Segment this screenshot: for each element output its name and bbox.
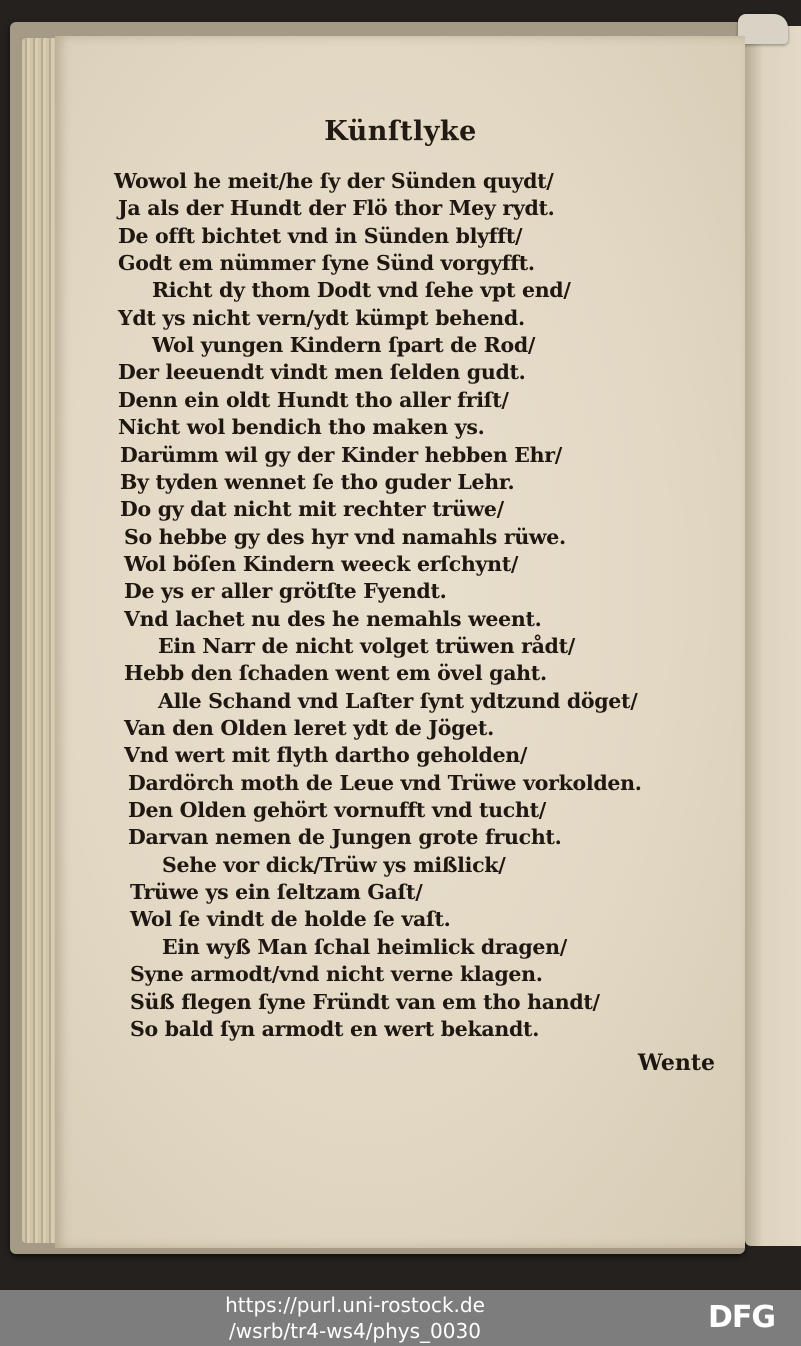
verse-line: Syne armodt/vnd nicht verne klagen. bbox=[130, 962, 543, 987]
opposite-page bbox=[745, 26, 801, 1246]
verse-line: Wol ſe vindt de holde ſe vaſt. bbox=[130, 907, 451, 932]
verse-line: Wol böſen Kindern weeck erſchynt/ bbox=[124, 551, 519, 576]
catchword: Wente bbox=[637, 1050, 715, 1076]
verse-line: So hebbe gy des hyr vnd namahls rüwe. bbox=[124, 524, 566, 549]
verse-line: Der leeuendt vindt men ſelden gudt. bbox=[118, 360, 526, 385]
page-heading: Künſtlyke bbox=[324, 116, 477, 147]
verse-line: Hebb den ſchaden went em övel gaht. bbox=[124, 661, 547, 686]
verse-line: By tyden wennet ſe tho guder Lehr. bbox=[120, 469, 515, 494]
verse-line: Vnd wert mit flyth dartho geholden/ bbox=[124, 743, 528, 768]
verse-line: Wol yungen Kindern ſpart de Rod/ bbox=[152, 333, 536, 358]
dfg-logo: DFG bbox=[708, 1300, 776, 1335]
verse-line: Trüwe ys ein ſeltzam Gaſt/ bbox=[130, 880, 423, 905]
verse-line: De offt bichtet vnd in Sünden blyfft/ bbox=[118, 223, 523, 248]
verse-line: Den Olden gehört vornufft vnd tucht/ bbox=[128, 798, 546, 823]
verse-line: Dardörch moth de Leue vnd Trüwe vorkolden. bbox=[128, 770, 642, 795]
verse-line: So bald ſyn armodt en wert bekandt. bbox=[130, 1016, 540, 1041]
verse-line: Wowol he meit/he ſy der Sünden quydt/ bbox=[114, 169, 554, 193]
verse-line: Alle Schand vnd Laſter ſynt ydtzund döget/ bbox=[158, 688, 638, 713]
verse-line: Ydt ys nicht vern/ydt kümpt behend. bbox=[118, 305, 525, 330]
verse-line: Ja als der Hundt der Flö thor Mey rydt. bbox=[118, 196, 555, 221]
verse-line: Richt dy thom Dodt vnd ſehe vpt end/ bbox=[152, 278, 571, 303]
url-line-2[interactable]: /wsrb/tr4-ws4/phys_0030 bbox=[229, 1319, 481, 1343]
book-clip bbox=[738, 14, 788, 44]
verse-line: Van den Olden leret ydt de Jöget. bbox=[124, 716, 494, 740]
verse-line: Ein Narr de nicht volget trüwen rådt/ bbox=[158, 633, 575, 658]
verse-line: Sehe vor dick/Trüw ys mißlick/ bbox=[162, 852, 506, 877]
verse-line: Nicht wol bendich tho maken ys. bbox=[118, 415, 485, 440]
verse-line: Darümm wil gy der Kinder hebben Ehr/ bbox=[120, 442, 562, 467]
verse-line: Süß flegen ſyne Fründt van em tho handt/ bbox=[130, 989, 600, 1014]
verse-line: Godt em nümmer ſyne Sünd vorgyfft. bbox=[118, 251, 535, 276]
verse-line: Do gy dat nicht mit rechter trüwe/ bbox=[120, 497, 504, 522]
verse-line: Darvan nemen de Jungen grote frucht. bbox=[128, 825, 562, 850]
verse-line: Vnd lachet nu des he nemahls weent. bbox=[124, 606, 542, 631]
verse-line: De ys er aller grötſte Fyendt. bbox=[124, 579, 447, 604]
verse-line: Denn ein oldt Hundt tho aller friſt/ bbox=[118, 387, 509, 412]
footer-bar bbox=[0, 1290, 801, 1346]
verse-line: Ein wyß Man ſchal heimlick dragen/ bbox=[162, 934, 567, 959]
url-line-1[interactable]: https://purl.uni-rostock.de bbox=[225, 1293, 485, 1317]
